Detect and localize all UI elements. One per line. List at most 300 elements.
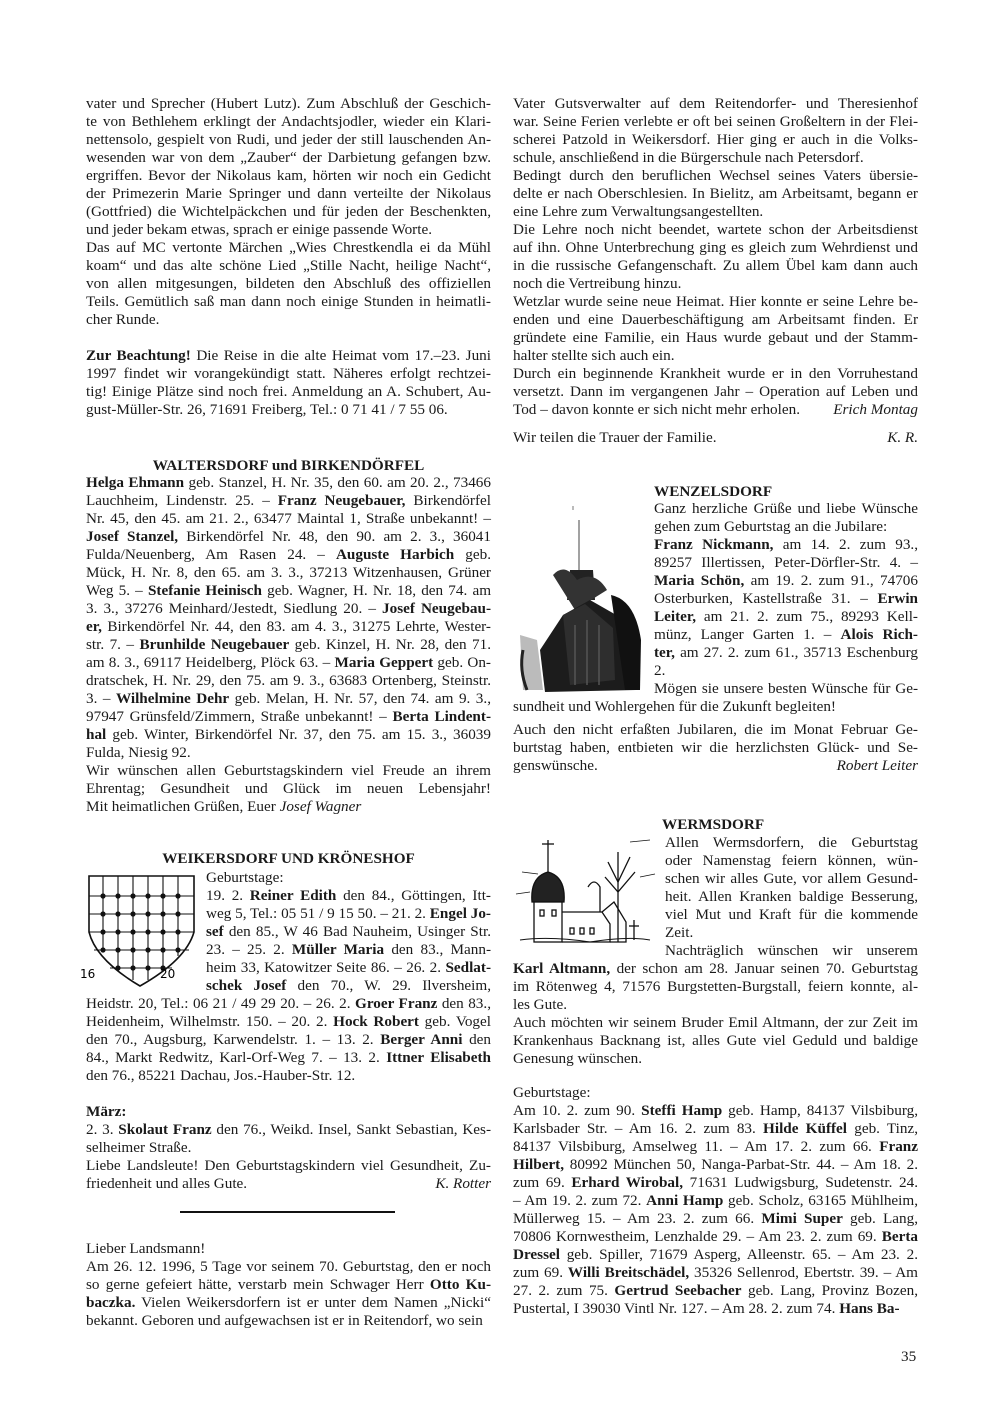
bold-name: Engel Jo- [429,905,491,922]
text-run: 27. 2. zum 75. [513,1282,615,1299]
section-heading-wenzelsdorf: WENZELSDORF [654,483,773,500]
text-line [86,762,491,780]
text-line [86,1157,491,1175]
text-line [86,95,491,113]
bold-name: Gertrud Seebacher [614,1282,742,1299]
text-line [513,203,918,221]
text-line [86,780,491,798]
paragraph [86,1258,491,1330]
bold-name: Steffi Hamp [641,1102,723,1119]
paragraph [86,1240,491,1258]
text-run: delte er nach Oberschlesien. In Bielitz, am Arbeitsamt, begann er [513,185,918,202]
text-line [513,680,918,698]
bold-name: sef [206,923,224,940]
text-run: geb. On- [433,654,491,671]
text-line [513,347,918,365]
bold-name: er, [86,618,102,635]
text-line [86,1031,491,1049]
text-line [513,401,918,419]
text-run: Mögen sie unsere besten Wünsche für Ge- [654,680,918,697]
text-line [513,149,918,167]
bold-name: Alois Rich- [840,626,918,643]
text-run: gust-Müller-Str. 26, 71691 Freiberg, Tel.: 0 71 41 / 7 55 06. [86,401,448,418]
text-line [86,941,491,959]
text-run: Fulda, Niesig 92. [86,744,191,761]
text-run: 2. [654,662,666,679]
text-line [86,600,491,618]
text-run: Heidenheim, Wilhelmstr. 150. – 20. 2. [86,1013,334,1030]
paragraph [86,95,491,239]
text-run: 89257 Illertissen, Peter-Dörfler-Str. 4. – [654,554,918,571]
text-line [86,275,491,293]
text-run: geb. Vogel [418,1013,491,1030]
text-run: 70806 Kornwestheim, Lenzhalde 29. – Am 23. 2. zum 69. [513,1228,882,1245]
text-line [86,869,491,887]
text-run: 80992 München 50, Nanga-Parbat-Str. 44. – Am 18. 2. [564,1156,918,1173]
text-run: Birkendörfel Nr. 48, den 90. am 2. 3., 36041 [178,528,491,545]
text-line [513,906,918,924]
text-line [86,167,491,185]
text-line [513,1120,918,1138]
text-run: am 27. 2. zum 61., 35713 Eschenburg [674,644,918,661]
paragraph [513,536,918,680]
paragraph [513,1084,918,1102]
bold-name: Groer Franz [355,995,438,1012]
text-run: geb. Scholz, 63165 Mühlheim, [723,1192,918,1209]
text-run: weg 5, Tel.: 05 51 / 9 15 50. – 21. 2. [206,905,430,922]
text-run: versetzt. Dann im vergangenen Jahr – Operation auf Leben und [513,383,918,400]
text-run: 23. – 25. 2. [206,941,292,958]
text-line [86,708,491,726]
text-line [513,924,918,942]
text-line [513,113,918,131]
text-run: heit. Allen Kranken baldige Besserung, [665,888,918,905]
text-run: auf ihn. Ohne Unterbrechung ging es gleich zum Wehrdienst und [513,239,918,256]
text-run: Wir wünschen allen Geburtstagskindern viel Freude an ihrem [86,762,491,779]
text-line [513,608,918,626]
text-line [86,1121,491,1139]
wermsdorf-birthdays [513,1084,918,1318]
paragraph [513,429,918,447]
text-line [86,528,491,546]
text-run: geb. Winter, Birkendörfel Nr. 37, den 75. am 15. 3., 36039 [106,726,491,743]
text-line [513,978,918,996]
text-line [86,618,491,636]
text-run: Am 10. 2. zum 90. [513,1102,642,1119]
text-run: am 8. 3., 69117 Heidelberg, Plöck 63. – [86,654,335,671]
text-run: nettensolo, gespielt von Rudi, und jeder der still lauschenden An- [86,131,491,148]
text-run: str. 7. – [86,636,140,653]
text-run: eine Lehre zum Verwaltungsangestellten. [513,203,764,220]
text-run: war. Seine Ferien verlebte er oft bei seinen Großeltern in der Flei- [513,113,918,130]
text-line [86,365,491,383]
text-line [86,149,491,167]
signature: Robert Leiter [836,757,918,774]
text-run: Geburtstage: [513,1084,591,1101]
text-run: viel Mut und Kraft für die kommende [665,906,918,923]
text-line [86,131,491,149]
paragraph [86,1157,491,1193]
text-line [513,698,918,716]
text-line [86,1258,491,1276]
text-line [513,185,918,203]
text-line [86,690,491,708]
text-run: Vater Gutsverwalter auf dem Reitendorfer- und Theresienhof [513,95,918,112]
text-line [513,518,918,536]
text-run: wesenden war von dem „Zauber“ der Darbietung gefangen bzw. [86,149,491,166]
text-run: Die Reise in die alte Heimat vom 17.–23. Juni [190,347,491,364]
bold-name: Franz Nickmann, [654,536,774,553]
bold-name: Ittner Elisabeth [386,1049,491,1066]
paragraph [86,347,491,419]
text-run: Pustertal, I 39030 Vintl Nr. 127. – Am 28. 2. zum 74. [513,1300,840,1317]
text-line [86,995,491,1013]
text-run: geb. [454,546,491,563]
text-line [86,672,491,690]
waltersdorf-birthdays [86,474,491,816]
paragraph [513,834,918,942]
text-run: Liebe Landsleute! Den Geburtstagskindern viel Gesundheit, Zu- [86,1157,491,1174]
bold-name: Müller Maria [291,941,385,958]
bold-name: schek Josef [206,977,287,994]
text-run: Allen Wermsdorfern, die Geburtstag [665,834,918,851]
text-line [513,554,918,572]
text-line [513,329,918,347]
text-run: den 76., Weikd. Insel, Sankt Sebastian, Kes- [211,1121,492,1138]
text-line [513,1192,918,1210]
text-line [513,311,918,329]
text-line [86,1013,491,1031]
text-run: 84137 Vilsbiburg, Amselweg 11. – Am 17. 2. zum 66. [513,1138,880,1155]
text-line [86,1067,491,1085]
text-line [86,347,491,365]
text-run: schen wir alles Gute, vor allem Gesund- [665,870,918,887]
text-line [513,757,918,775]
text-run: 97947 Grünsfeld/Zimmern, Straße unbekannt! – [86,708,393,725]
text-run: Müllerweg 15. – Am 23. 2. zum 66. [513,1210,762,1227]
text-run: so gerne gefeiert hätte, verstarb mein Schwager Herr [86,1276,430,1293]
text-line [86,113,491,131]
text-run: 19. 2. [206,887,250,904]
text-line [513,590,918,608]
text-run: Teils. Gemütlich saß man dann noch einige Stunden in heimatli- [86,293,491,310]
text-run: den [462,1031,491,1048]
text-line [513,1210,918,1228]
text-line [86,401,491,419]
text-line [513,662,918,680]
text-run: oder Namenstag feiern können, wün- [665,852,918,869]
text-line [86,923,491,941]
text-run: gehen zum Geburtstag an die Jubilare: [654,518,888,535]
paragraph [86,869,491,887]
text-line [86,221,491,239]
bold-name: Berta Lindent- [392,708,491,725]
text-line [513,834,918,852]
text-line [513,1156,918,1174]
text-run: gründete eine Familie, ein Haus wurde gebaut und der Stamm- [513,329,918,346]
text-line [513,1014,918,1032]
text-run: geb. Wagner, H. Nr. 18, den 74. am [261,582,492,599]
bold-name: Hilbert, [513,1156,565,1173]
text-line [513,221,918,239]
text-run: Weg 5. – [86,582,148,599]
text-run: Karlsbader Str. – Am 16. 2. zum 83. [513,1120,764,1137]
text-run: enden und eine Dauerbeschäftigung am Arbeitsamt finden. Er [513,311,918,328]
wenzelsdorf-greetings [513,500,918,775]
text-line [513,996,918,1014]
text-run: sundheit und Wohlergehen für die Zukunft begleiten! [513,698,836,715]
text-line [86,293,491,311]
bold-name: Wilhelmine Dehr [115,690,230,707]
paragraph [513,365,918,419]
text-line [86,654,491,672]
text-run: den 85., W 46 Bad Nauheim, Usinger Str. [223,923,491,940]
text-line [513,942,918,960]
paragraph [513,293,918,365]
text-run: noch die Vertreibung hinzu. [513,275,682,292]
text-run: Birkendörfel [405,492,491,509]
condolence-line [513,429,918,447]
text-run: les Gute. [513,996,567,1013]
bold-name: Dressel [513,1246,560,1263]
text-run: den 83., [437,995,491,1012]
text-line [86,1175,491,1193]
text-run: Vielen Weikersdorfern ist er unter dem Namen „Nicki“ [135,1294,491,1311]
text-line [86,636,491,654]
bold-name: baczka. [86,1294,136,1311]
text-line [86,546,491,564]
text-run: 84., Markt Redwitz, Karl-Orf-Weg 7. – 13. 2. [86,1049,387,1066]
bold-name: hal [86,726,107,743]
bold-name: Willi Breitschädel, [567,1264,690,1281]
bold-name: Hans Ba- [839,1300,900,1317]
text-line [513,1264,918,1282]
text-line [86,239,491,257]
text-line [513,1246,918,1264]
text-line [86,383,491,401]
paragraph [513,942,918,1014]
bold-name: Stefanie Heinisch [147,582,262,599]
bold-name: Mimi Super [761,1210,843,1227]
text-line [86,492,491,510]
paragraph [513,500,918,536]
text-line [513,1102,918,1120]
text-run: geb. Tinz, [847,1120,918,1137]
text-line [86,257,491,275]
intro-article [86,95,491,329]
text-run: dratschek, H. Nr. 29, den 75. am 9. 3., 63683 Ortenberg, Steinstr. [86,672,491,689]
text-run: geb. Hamp, 84137 Vilsbiburg, [722,1102,918,1119]
paragraph [86,239,491,329]
bold-name: Karl Altmann, [513,960,611,977]
bold-name: Hock Robert [333,1013,419,1030]
text-run: der Primezerin Marie Springer und dann verteilte der Nikolaus [86,185,491,202]
text-run: Ganz herzliche Grüße und liebe Wünsche [654,500,918,517]
text-run: 2. 3. [86,1121,119,1138]
text-line [513,960,918,978]
text-run: Heidstr. 20, Tel.: 06 21 / 49 29 20. – 26. 2. [86,995,356,1012]
text-run: vater und Sprecher (Hubert Lutz). Zum Abschluß der Geschich- [86,95,491,112]
bold-name: Maria Geppert [334,654,434,671]
text-run: ergriffen. Bevor der Nikolaus kam, hörten wir noch ein Gedicht [86,167,491,184]
text-run: schule, anschließend in die Bürgerschule nach Petersdorf. [513,149,864,166]
page-number: 35 [901,1348,917,1365]
text-line [86,959,491,977]
bold-name: Hilde Küffel [763,1120,848,1137]
bold-name: Reiner Edith [249,887,337,904]
text-line [513,572,918,590]
text-run: Mit heimatlichen Grüßen, Euer [86,798,280,815]
text-run: den 70., Augsburg, Karwendelstr. 1. – 13. 2. [86,1031,381,1048]
text-run: te von Bethlehem erklingt der Andachtsjodler, wieder ein Klari- [86,113,491,130]
text-line [513,1228,918,1246]
text-line [513,1300,918,1318]
paragraph [513,95,918,167]
text-line [86,582,491,600]
text-line [513,852,918,870]
paragraph [513,167,918,221]
bold-name: ter, [654,644,675,661]
text-run: geb. Lang, Provinz Bozen, [741,1282,919,1299]
text-line [513,721,918,739]
text-run: am 21. 2. zum 75., 89293 Kell- [696,608,918,625]
text-line [513,429,918,447]
text-run: (Gottfried) die Wichtelpäckchen und für jeden der Beschenkten, [86,203,491,220]
bold-name: Josef Stanzel, [86,528,179,545]
text-run: im Rötenweg 4, 71576 Burgstetten-Burgstall, feiern konnte, al- [513,978,918,995]
text-run: cher Runde. [86,311,160,328]
text-line [513,626,918,644]
weikersdorf-birthdays [86,869,491,1085]
text-run: Mück, H. Nr. 8, den 65. am 3. 3., 37213 Witzenhausen, Grüner [86,564,491,581]
text-run: von allen mitgesungen, bildeten den Abschluß des offiziellen [86,275,491,292]
text-run: koam“ und das alte schöne Lied „Stille Nacht, heilige Nacht“, [86,257,491,274]
signature: Josef Wagner [279,798,362,815]
text-run: burtstag haben, entbieten wir die herzlichsten Glück- und Se- [513,739,918,756]
text-run: Tod – davon konnte er sich nicht mehr erholen. [513,401,800,418]
paragraph [86,474,491,762]
paragraph [513,721,918,775]
text-line [86,1276,491,1294]
text-line [513,888,918,906]
text-run: 71631 Ludwigsburg, Sudetenstr. 24. [683,1174,918,1191]
bold-name: Josef Neugebau- [382,600,491,617]
section-heading-wermsdorf: WERMSDORF [662,816,765,833]
text-line [86,311,491,329]
text-run: geb. Kinzel, H. Nr. 28, den 71. [289,636,491,653]
text-run: Wir teilen die Trauer der Familie. [513,429,717,446]
text-run: den 70., W. 29. Ilversheim, [286,977,491,994]
text-line [513,95,918,113]
paragraph [513,221,918,293]
text-run: geb. Lang, [842,1210,918,1227]
text-line [86,977,491,995]
text-run: Die Lehre noch nicht beendet, wartete schon der Arbeitsdienst [513,221,918,238]
text-run: geb. Spiller, 71679 Asperg, Alleenstr. 65. – Am 23. 2. [559,1246,918,1263]
text-line [513,739,918,757]
text-run: Birkendörfel Nr. 44, den 83. am 4. 3., 31275 Lehrte, Wester- [101,618,491,635]
text-run: zum 69. [513,1264,568,1281]
text-run: Das auf MC vertonte Märchen „Wies Chrestkendla ei da Mühl [86,239,491,256]
text-line [86,1049,491,1067]
text-run: geb. Stanzel, H. Nr. 35, den 60. am 20. 2., 73466 [184,474,491,491]
text-line [86,1139,491,1157]
text-line [86,744,491,762]
text-run: scherei Patzold in Weikersdorf. Hier ging er auch in die Volks- [513,131,918,148]
text-line [513,1282,918,1300]
coat-of-arms-year-left: 16 [80,967,96,981]
text-line [86,1294,491,1312]
text-run: am 19. 2. zum 91., 74706 [744,572,918,589]
text-run: den 83., Mann- [384,941,491,958]
text-run: genswünsche. [513,757,598,774]
text-line [513,275,918,293]
signature: K. R. [887,429,918,446]
text-run: Wetzlar wurde seine neue Heimat. Hier konnte er seine Lehre be- [513,293,918,310]
text-run: Nr. 45, den 45. am 21. 2., 63477 Maintal 1, Straße unbekannt! – [86,510,491,527]
text-line [513,239,918,257]
text-run: Lieber Landsmann! [86,1240,206,1257]
text-run: den 76., 85221 Dachau, Jos.-Hauber-Str. 12. [86,1067,356,1084]
text-run: zum 69. [513,1174,572,1191]
bold-name: Franz Neugebauer, [277,492,406,509]
text-line [513,167,918,185]
text-run: 35326 Sellenrod, Ebertstr. 39. – Am [689,1264,918,1281]
text-run: 3. 3., 37276 Meinhard/Jestedt, Siedlung 20. – [86,600,382,617]
obituary-letter [86,1240,491,1330]
section-heading-waltersdorf: WALTERSDORF und BIRKENDÖRFEL [152,457,425,474]
bold-name: Sedlat- [445,959,491,976]
text-line [513,131,918,149]
bold-name: Franz [879,1138,918,1155]
paragraph [513,680,918,716]
text-line [86,1103,491,1121]
bold-name: März: [86,1103,127,1120]
text-run: Am 26. 12. 1996, 5 Tage vor seinem 70. Geburtstag, den er noch [86,1258,491,1275]
text-line [86,203,491,221]
signature: Erich Montag [833,401,918,418]
text-line [86,1312,491,1330]
text-line [513,365,918,383]
bold-name: Auguste Harbich [335,546,455,563]
text-run: selheimer Straße. [86,1139,192,1156]
text-run: Ehrentag; Gesundheit und Glück im neuen Lebensjahr! [86,780,491,797]
text-run: friedenheit und alles Gute. [86,1175,248,1192]
bold-name: Brunhilde Neugebauer [139,636,290,653]
bold-name: Berta [881,1228,918,1245]
text-line [513,383,918,401]
bold-name: Helga Ehmann [86,474,185,491]
text-line [86,798,491,816]
paragraph [86,1121,491,1157]
text-run: Osterburken, Kastellstraße 31. – [654,590,878,607]
bold-name: Erhard Wirobal, [571,1174,684,1191]
obituary-continued [513,95,918,419]
text-line [513,1174,918,1192]
text-run: in die russische Gefangenschaft. Zu allem Übel kam dann auch [513,257,918,274]
signature: K. Rotter [435,1175,491,1192]
text-run: Geburtstage: [206,869,284,886]
text-run: halter stellte sich auch ein. [513,347,675,364]
bold-name: Skolaut Franz [118,1121,212,1138]
paragraph [86,762,491,816]
bold-name: Berger Anni [380,1031,463,1048]
text-line [513,1138,918,1156]
text-line [86,564,491,582]
text-line [86,887,491,905]
text-run: der schon am 28. Januar seinen 70. Geburtstag [610,960,918,977]
text-line [86,474,491,492]
